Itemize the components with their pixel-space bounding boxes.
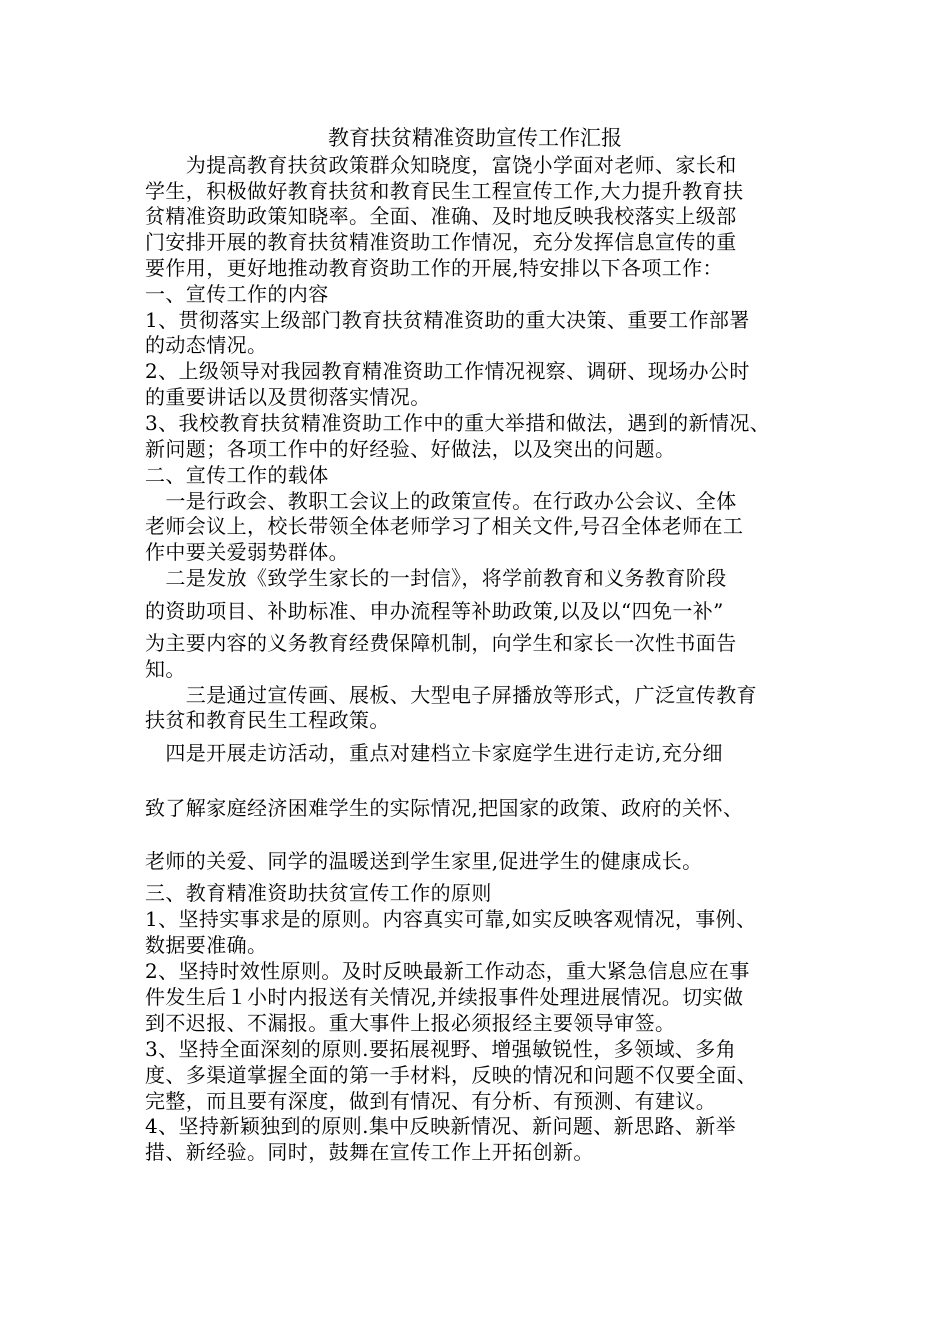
body-line: 为主要内容的义务教育经费保障机制，向学生和家长一次性书面告 — [145, 631, 737, 655]
body-line: 4、坚持新颖独到的原则.集中反映新情况、新问题、新思路、新举 — [145, 1114, 737, 1138]
body-line: 知。 — [145, 657, 186, 681]
body-line: 二、宣传工作的载体 — [145, 463, 329, 487]
body-line: 度、多渠道掌握全面的第一手材料，反映的情况和问题不仅要全面、 — [145, 1063, 757, 1087]
body-line: 为提高教育扶贫政策群众知晓度，富饶小学面对老师、家长和 — [145, 153, 737, 177]
body-line: 的动态情况。 — [145, 333, 268, 357]
body-line: 的资助项目、补助标准、申办流程等补助政策,以及以“四免一补” — [145, 599, 724, 623]
body-line: 到不迟报、不漏报。重大事件上报必须报经主要领导审签。 — [145, 1011, 676, 1035]
body-line: 贫精准资助政策知晓率。全面、准确、及时地反映我校落实上级部 — [145, 204, 737, 228]
body-line: 措、新经验。同时，鼓舞在宣传工作上开拓创新。 — [145, 1140, 594, 1164]
body-line: 一是行政会、教职工会议上的政策宣传。在行政办公会议、全体 — [145, 489, 737, 513]
body-line: 三是通过宣传画、展板、大型电子屏播放等形式，广泛宣传教育 — [145, 683, 757, 707]
body-line: 老师会议上，校长带领全体老师学习了相关文件,号召全体老师在工 — [145, 514, 744, 538]
document-title: 教育扶贫精准资助宣传工作汇报 — [328, 126, 622, 150]
body-line: 要作用，更好地推动教育资助工作的开展,特安排以下各项工作： — [145, 256, 723, 280]
body-line: 老师的关爱、同学的温暖送到学生家里,促进学生的健康成长。 — [145, 849, 703, 873]
body-line: 3、我校教育扶贫精准资助工作中的重大举措和做法，遇到的新情况、 — [145, 411, 771, 435]
body-line: 三、教育精准资助扶贫宣传工作的原则 — [145, 881, 492, 905]
body-line: 学生，积极做好教育扶贫和教育民生工程宣传工作,大力提升教育扶 — [145, 179, 744, 203]
body-line: 件发生后１小时内报送有关情况,并续报事件处理进展情况。切实做 — [145, 985, 744, 1009]
body-line: 二是发放《致学生家长的一封信》，将学前教育和义务教育阶段 — [145, 566, 727, 590]
body-line: 2、坚持时效性原则。及时反映最新工作动态，重大紧急信息应在事 — [145, 959, 750, 983]
body-line: 完整，而且要有深度，做到有情况、有分析、有预测、有建议。 — [145, 1089, 717, 1113]
body-line: 1、坚持实事求是的原则。内容真实可靠,如实反映客观情况，事例、 — [145, 907, 757, 931]
body-line: 新问题；各项工作中的好经验、好做法，以及突出的问题。 — [145, 437, 676, 461]
body-line: 四是开展走访活动，重点对建档立卡家庭学生进行走访,充分细 — [145, 741, 723, 765]
body-line: 一、宣传工作的内容 — [145, 282, 329, 306]
body-line: 致了解家庭经济困难学生的实际情况,把国家的政策、政府的关怀、 — [145, 796, 744, 820]
body-line: 3、坚持全面深刻的原则.要拓展视野、增强敏锐性，多领域、多角 — [145, 1037, 737, 1061]
body-line: 数据要准确。 — [145, 933, 268, 957]
body-line: 的重要讲话以及贯彻落实情况。 — [145, 385, 431, 409]
body-line: 1、贯彻落实上级部门教育扶贫精准资助的重大决策、重要工作部署 — [145, 308, 750, 332]
body-line: 2、上级领导对我园教育精准资助工作情况视察、调研、现场办公时 — [145, 359, 750, 383]
body-line: 作中要关爱弱势群体。 — [145, 540, 349, 564]
body-line: 门安排开展的教育扶贫精准资助工作情况，充分发挥信息宣传的重 — [145, 230, 737, 254]
body-line: 扶贫和教育民生工程政策。 — [145, 708, 390, 732]
